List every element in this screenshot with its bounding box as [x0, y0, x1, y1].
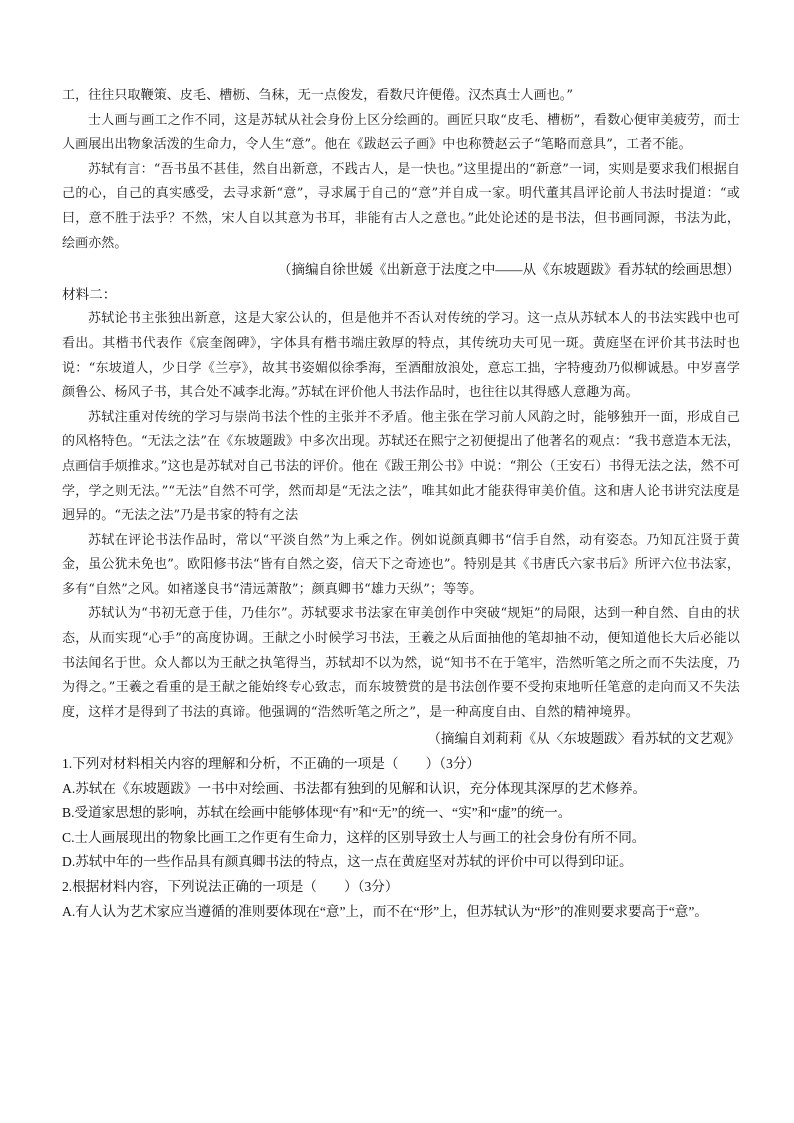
material-two-section: [62, 283, 740, 752]
answer-option-c[interactable]: C.士人画展现出的物象比画工之作更有生命力，这样的区别导致士人与画工的社会身份有所不同。: [62, 829, 646, 845]
question-stem: 2.根据材料内容，下列说法正确的一项是（ ）（3分）: [62, 879, 399, 894]
paragraph: 士人画与画工之作不同，这是苏轼从社会身份上区分绘画的。画匠只取“皮毛、槽枥”，看数心便审美疲劳，而士人画展出出物象活泼的生命力，令人生“意”。他在《跋赵云子画》中也称赞赵云子“笔略而意具”，工者不能。: [62, 112, 740, 153]
source-citation: （摘编自徐世媛《出新意于法度之中——从《东坡题跋》看苏轼的绘画思想）: [277, 262, 740, 278]
document-page: [62, 84, 740, 924]
answer-option-d[interactable]: D.苏轼中年的一些作品具有颜真卿书法的特点，这一点在黄庭坚对苏轼的评价中可以得到印证。: [62, 854, 633, 870]
question-2: [62, 875, 740, 924]
section-heading: 材料二：: [62, 286, 117, 302]
answer-option-a[interactable]: A.苏轼在《东坡题跋》一书中对绘画、书法都有独到的见解和认识，充分体现其深厚的艺术修养。: [62, 780, 647, 796]
paragraph: 苏轼论书主张独出新意，这是大家公认的，但是他并不否认对传统的学习。这一点从苏轼本人的书法实践中也可看出。其楷书代表作《宸奎阁碑》，字体具有楷书端庄敦厚的特点，其传统功夫可见一斑。黄庭坚在评价其书法时也说：“东坡道人，少日学《兰亭》，故其书姿媚似徐季海，至酒酣放浪处，意忘工拙，字特瘦劲乃似柳诚悬。中岁喜学颜鲁公、杨风子书，其合处不减李北海。”苏轼在评价他人书法作品时，也往往以其得感人意趣为高。: [62, 311, 740, 401]
question-1: [62, 752, 740, 875]
material-one-section: [62, 84, 740, 283]
source-citation: （摘编自刘莉莉《从〈东坡题跋〉看苏轼的文艺观》: [427, 731, 740, 747]
paragraph: 苏轼认为“书初无意于佳，乃佳尔”。苏轼要求书法家在审美创作中突破“规矩”的局限，达到一种自然、自由的状态，从而实现“心手”的高度协调。王献之小时候学习书法，王羲之从后面抽他的笔却抽不动，便知道他长大后必能以书法闻名于世。众人都以为王献之执笔得当，苏轼却不以为然，说“知书不在于笔牢，浩然听笔之所之而不失法度，乃为得之。”王羲之看重的是王献之能始终专心致志，而东坡赞赏的是书法创作要不受拘束地听任笔意的走向而又不失法度，这样才是得到了书法的真谛。他强调的“浩然听笔之所之”，是一种高度自由、自然的精神境界。: [62, 606, 740, 720]
paragraph: 苏轼在评论书法作品时，常以“平淡自然”为上乘之作。例如说颜真卿书“信手自然，动有姿态。乃知瓦注贤于黄金，虽公犹未免也”。欧阳修书法“皆有自然之姿，信天下之奇迹也”。特别是其《书唐氏六家书后》所评六位书法家，多有“自然”之风。如褚遂良书“清远萧散”；颜真卿书“雄力天纵”；等等。: [62, 532, 740, 597]
answer-option-b[interactable]: B.受道家思想的影响，苏轼在绘画中能够体现“有”和“无”的统一、“实”和“虚”的统一。: [62, 805, 572, 821]
paragraph: 苏轼注重对传统的学习与崇尚书法个性的主张并不矛盾。他主张在学习前人风韵之时，能够独开一面，形成自己的风格特色。“无法之法”在《东坡题跋》中多次出现。苏轼还在熙宁之初便提出了他著名的观点：“我书意造本无法，点画信手烦推求。”这也是苏轼对自己书法的评价。他在《跋王荆公书》中说：“荆公（王安石）书得无法之法，然不可学，学之则无法。”“无法”自然不可学，然而却是“无法之法”，唯其如此才能获得审美价值。这和唐人论书讲究法度是迥异的。“无法之法”乃是书家的特有之法: [62, 409, 740, 524]
paragraph: 工，往往只取鞭策、皮毛、槽枥、刍秣，无一点俊发，看数尺许便倦。汉杰真士人画也。”: [62, 88, 574, 103]
paragraph: 苏轼有言：“吾书虽不甚佳，然自出新意，不践古人，是一快也。”这里提出的“新意”一词，实则是要求我们根据自己的心，自己的真实感受，去寻求新“意”，寻求属于自己的“意”并自成一家。明代董其昌评论前人书法时提道：“或曰，意不胜于法乎？不然，宋人自以其意为书耳，非能有古人之意也。”此处论述的是书法，但书画同源，书法为此，绘画亦然。: [62, 161, 740, 251]
question-stem: 1.下列对材料相关内容的理解和分析，不正确的一项是（ ）（3分）: [62, 756, 481, 772]
answer-option-a[interactable]: A.有人认为艺术家应当遵循的准则要体现在“意”上，而不在“形”上，但苏轼认为“形”的准则要求要高于“意”。: [62, 903, 709, 919]
